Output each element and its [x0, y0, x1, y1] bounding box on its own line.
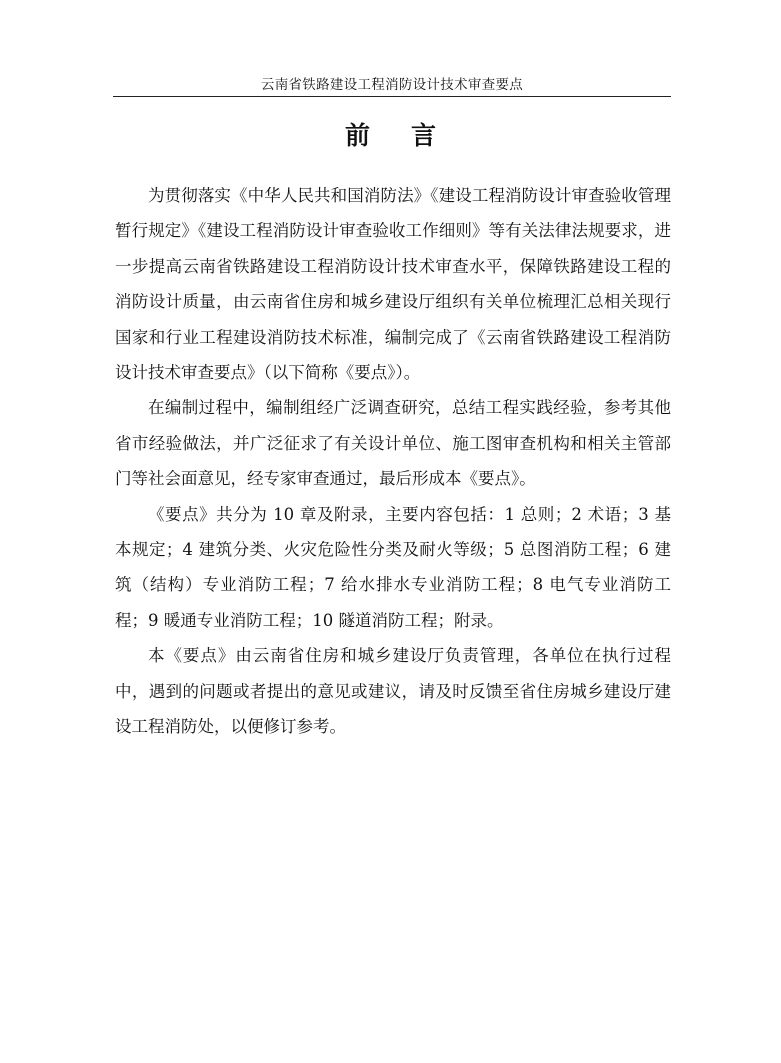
paragraph: 在编制过程中，编制组经广泛调查研究，总结工程实践经验，参考其他省市经验做法，并广泛征求了有关设计单位、施工图审查机构和相关主管部门等社会面意见，经专家审查通过，最后形成本《要点》。: [115, 398, 671, 489]
running-header: 云南省铁路建设工程消防设计技术审查要点: [260, 77, 524, 93]
paragraph: 为贯彻落实《中华人民共和国消防法》《建设工程消防设计审查验收管理暂行规定》《建设工程消防设计审查验收工作细则》等有关法律法规要求，进一步提高云南省铁路建设工程消防设计技术审查水平，保障铁路建设工程的消防设计质量，由云南省住房和城乡建设厅组织有关单位梳理汇总相关现行国家和行业工程建设消防技术标准，编制完成了《云南省铁路建设工程消防设计技术审查要点》（以下简称《要点》）。: [115, 186, 671, 383]
page-title-char-2: 言: [411, 121, 437, 150]
paragraph: 本《要点》由云南省住房和城乡建设厅负责管理，各单位在执行过程中，遇到的问题或者提出的意见或建议，请及时反馈至省住房城乡建设厅建设工程消防处，以便修订参考。: [115, 646, 671, 737]
page-title: [0, 120, 781, 152]
header-divider: [113, 96, 671, 97]
page-title-char-1: 前: [344, 121, 370, 150]
paragraph: 《要点》共分为 10 章及附录，主要内容包括：1 总则；2 术语；3 基本规定；4 建筑分类、火灾危险性分类及耐火等级；5 总图消防工程；6 建筑（结构）专业消防工程；7 给水排水专业消防工程；8 电气专业消防工程；9 暖通专业消防工程；10 隧道消防工程；附录。: [115, 504, 671, 630]
preface-body: [115, 178, 671, 745]
